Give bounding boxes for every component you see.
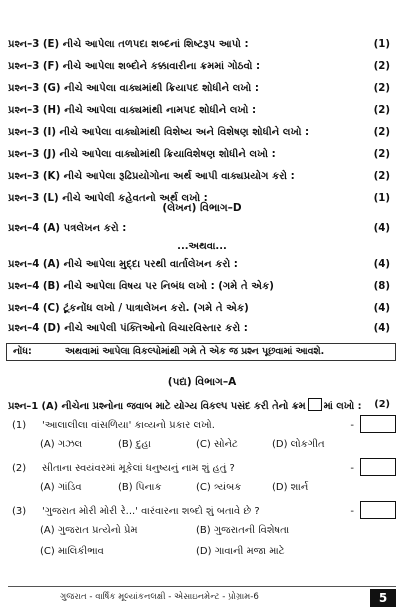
mcq-number: (3) — [12, 506, 27, 517]
question-text: પ્રશ્ન–4 (C) ટૂંકનોંધ લખો / પાત્રાલેખન કરો. (ગમે તે એક) — [8, 303, 249, 314]
question-marks: (2) — [373, 171, 390, 182]
question-text: પ્રશ્ન–4 (D) નીચે આપેલી પંક્તિઓનો વિચારવિસ્તાર કરો : — [8, 323, 248, 334]
mcq-option: (B) ગુજરાતની વિશેષતા — [196, 525, 290, 536]
note-label: નોંધ: — [13, 346, 32, 357]
question-text: પ્રશ્ન–3 (H) નીચે આપેલા વાક્યમાંથી નામપદ શોધીને લખો : — [8, 105, 257, 116]
question-text: પ્રશ્ન–3 (K) નીચે આપેલા રૂઢિપ્રયોગોના અર્થ આપી વાક્યપ્રયોગ કરો : — [8, 171, 295, 182]
or-separator: ...અથવા... — [177, 241, 227, 252]
page-number: 5 — [370, 589, 396, 607]
question-marks: (1) — [373, 39, 390, 50]
question-text: પ્રશ્ન–4 (A) નીચે આપેલા મુદ્દા પરથી વાર્તાલેખન કરો : — [8, 259, 238, 270]
question-marks: (4) — [373, 223, 390, 234]
mcq-option: (C) ત્ર્યંબક — [196, 482, 242, 493]
page-footer — [0, 586, 404, 610]
question-text: પ્રશ્ન–4 (B) નીચે આપેલા વિષય પર નિબંધ લખો : (ગમે તે એક) — [8, 281, 274, 292]
question-marks: (8) — [373, 281, 390, 292]
question-marks: (2) — [373, 105, 390, 116]
note-box — [6, 343, 396, 361]
mcq-option: (B) દુહા — [118, 439, 151, 450]
question-marks: (4) — [373, 259, 390, 270]
question-marks: (4) — [373, 323, 390, 334]
note-text: અથવામાં આપેલા વિકલ્પોમાંથી ગમે તે એક જ પ્રશ્ન પૂછવામાં આવશે. — [65, 346, 325, 357]
section-heading-d: (લેખન) વિભાગ–D — [162, 202, 242, 214]
question-marks: (4) — [373, 303, 390, 314]
question-text: પ્રશ્ન–3 (L) નીચે આપેલી કહેવતનો અર્થ લખો : — [8, 193, 208, 204]
dash-separator: - — [350, 506, 354, 517]
mcq-number: (2) — [12, 463, 27, 474]
footer-text: ગુજરાત - વાર્ષિક મૂલ્યાંકનલક્ષી - એસાઇનમેન્ટ - પ્રોગ્રામ-6 — [60, 592, 259, 602]
question-text: પ્રશ્ન–3 (I) નીચે આપેલા વાક્યોમાંથી વિશેષ્ય અને વિશેષણ શોધીને લખો : — [8, 127, 310, 138]
mcq-option: (C) માલિકીભાવ — [40, 546, 104, 557]
question-text: પ્રશ્ન–4 (A) પત્રલેખન કરો : — [8, 223, 127, 234]
mcq-option: (B) પિનાક — [118, 482, 162, 493]
mcq-answer-box-1[interactable] — [360, 415, 396, 433]
question-1a-label: પ્રશ્ન–1 (A) નીચેના પ્રશ્નોના જવાબ માટે યોગ્ય વિકલ્પ પસંદ કરી તેનો ક્રમ — [8, 401, 306, 412]
mcq-option: (A) ગુજરાત પ્રત્યેનો પ્રેમ — [40, 525, 138, 536]
question-text — [8, 398, 362, 413]
footer-divider — [8, 586, 396, 587]
mcq-stem: 'આલાલીલા વાંસળિયા' કાવ્યનો પ્રકાર લખો. — [42, 420, 215, 431]
mcq-answer-box-2[interactable] — [360, 458, 396, 476]
mcq-option: (A) ગઝલ — [40, 439, 83, 450]
section-heading-a: (પદ્ય) વિભાગ–A — [167, 376, 237, 388]
question-marks: (1) — [373, 193, 390, 204]
question-1a-suffix: માં લખો : — [323, 401, 362, 412]
mcq-number: (1) — [12, 420, 27, 431]
mcq-option: (D) લોકગીત — [272, 439, 325, 450]
question-text: પ્રશ્ન–3 (G) નીચે આપેલા વાક્યમાંથી ક્રિયાપદ શોધીને લખો : — [8, 83, 259, 94]
mcq-option: (D) ગાવાની મજા માટે — [196, 546, 285, 557]
question-marks: (2) — [373, 83, 390, 94]
question-marks: (2) — [374, 399, 390, 410]
question-marks: (2) — [373, 61, 390, 72]
dash-separator: - — [350, 420, 354, 431]
dash-separator: - — [350, 463, 354, 474]
question-text: પ્રશ્ન–3 (F) નીચે આપેલા શબ્દોને કક્કાવારીના ક્રમમાં ગોઠવો : — [8, 61, 261, 72]
question-text: પ્રશ્ન–3 (E) નીચે આપેલા તળપદા શબ્દનાં શિષ્ટરૂપ આપો : — [8, 39, 249, 50]
mcq-option: (A) ગાંડિવ — [40, 482, 82, 493]
mcq-option: (D) શાર્ન — [272, 482, 309, 493]
answer-box-icon — [308, 398, 322, 411]
mcq-answer-box-3[interactable] — [360, 501, 396, 519]
question-marks: (2) — [373, 127, 390, 138]
mcq-stem: 'ગુજરાત મોરી મોરી રે...' વારંવારના શબ્દો શું બતાવે છે ? — [42, 506, 260, 517]
mcq-stem: સીતાના સ્વયંવરમાં મૂકેલાં ધનુષ્યનું નામ શું હતું ? — [42, 463, 235, 474]
question-text: પ્રશ્ન–3 (J) નીચે આપેલા વાક્યોમાંથી ક્રિયાવિશેષણ શોધીને લખો : — [8, 149, 276, 160]
question-marks: (2) — [373, 149, 390, 160]
mcq-option: (C) સોનેટ — [196, 439, 238, 450]
